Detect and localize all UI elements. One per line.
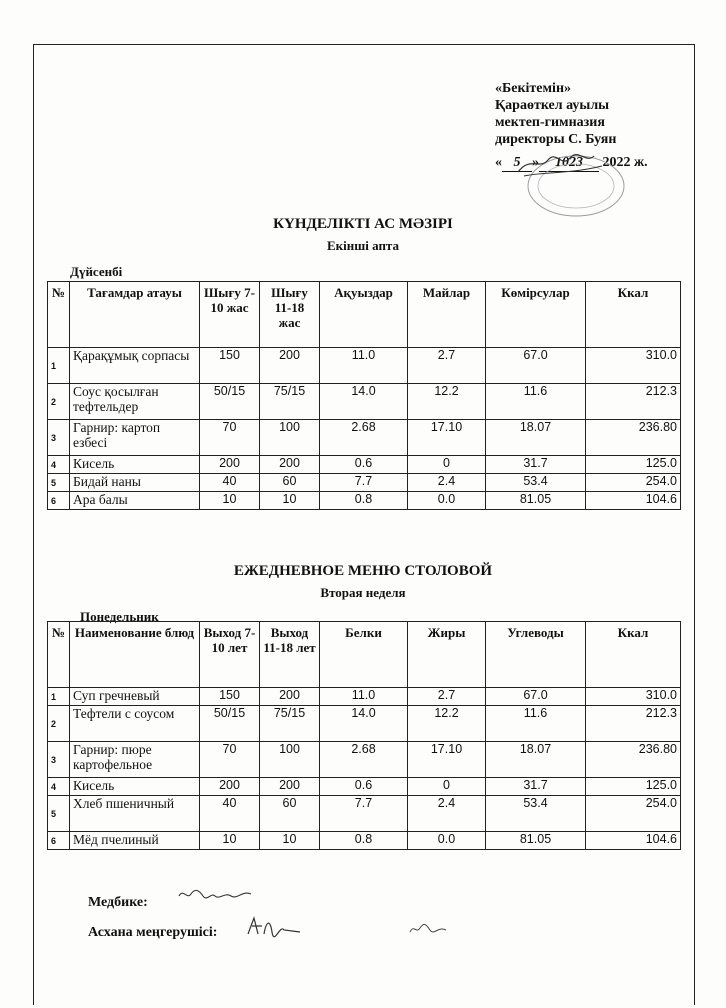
col-header-fats: Жиры <box>408 622 486 688</box>
col-header-fats: Майлар <box>408 282 486 348</box>
row-number-cell: 5 <box>48 474 70 492</box>
kcal-cell: 254.0 <box>586 796 681 832</box>
date-open-quote: « <box>495 155 502 170</box>
table-row <box>48 778 681 796</box>
yield-7-10-cell: 40 <box>200 796 260 832</box>
carbohydrates-cell: 67.0 <box>486 348 586 384</box>
proteins-cell: 0.6 <box>320 778 408 796</box>
carbohydrates-cell: 18.07 <box>486 420 586 456</box>
row-number-cell: 4 <box>48 778 70 796</box>
carbohydrates-cell: 81.05 <box>486 492 586 510</box>
col-header-dish: Тағамдар атауы <box>70 282 200 348</box>
fats-cell: 2.7 <box>408 688 486 706</box>
kcal-cell: 104.6 <box>586 492 681 510</box>
dish-name-cell: Мёд пчелиный <box>70 832 200 850</box>
kcal-cell: 104.6 <box>586 832 681 850</box>
yield-7-10-cell: 10 <box>200 492 260 510</box>
ru-menu-title: ЕЖЕДНЕВНОЕ МЕНЮ СТОЛОВОЙ <box>233 563 493 579</box>
row-number-cell: 6 <box>48 832 70 850</box>
yield-7-10-cell: 200 <box>200 456 260 474</box>
col-header-yield-11-18: Шығу 11-18 жас <box>260 282 320 348</box>
kz-menu-title: КҮНДЕЛІКТІ АС МӘЗІРІ <box>273 216 453 232</box>
table-row <box>48 832 681 850</box>
table-row <box>48 492 681 510</box>
proteins-cell: 11.0 <box>320 688 408 706</box>
dish-name-cell: Хлеб пшеничный <box>70 796 200 832</box>
kz-menu-table <box>47 281 681 510</box>
carbohydrates-cell: 67.0 <box>486 688 586 706</box>
dish-name-cell: Тефтели с соусом <box>70 706 200 742</box>
col-header-yield-7-10: Шығу 7-10 жас <box>200 282 260 348</box>
kcal-cell: 212.3 <box>586 706 681 742</box>
proteins-cell: 0.8 <box>320 832 408 850</box>
col-header-yield-11-18: Выход 11-18 лет <box>260 622 320 688</box>
fats-cell: 2.4 <box>408 796 486 832</box>
carbohydrates-cell: 31.7 <box>486 456 586 474</box>
yield-11-18-cell: 100 <box>260 420 320 456</box>
row-number-cell: 1 <box>48 688 70 706</box>
yield-7-10-cell: 200 <box>200 778 260 796</box>
dish-name-cell: Кисель <box>70 778 200 796</box>
yield-7-10-cell: 150 <box>200 348 260 384</box>
table-row <box>48 420 681 456</box>
table-row <box>48 742 681 778</box>
nurse-label: Медбике: <box>88 895 148 910</box>
carbohydrates-cell: 53.4 <box>486 474 586 492</box>
fats-cell: 0 <box>408 456 486 474</box>
fats-cell: 0 <box>408 778 486 796</box>
fats-cell: 2.4 <box>408 474 486 492</box>
kcal-cell: 310.0 <box>586 348 681 384</box>
yield-11-18-cell: 10 <box>260 832 320 850</box>
nurse-signature <box>175 882 255 906</box>
table-row <box>48 348 681 384</box>
fats-cell: 17.10 <box>408 742 486 778</box>
proteins-cell: 2.68 <box>320 420 408 456</box>
col-header-kcal: Ккал <box>586 282 681 348</box>
col-header-carbs: Көмірсулар <box>486 282 586 348</box>
yield-7-10-cell: 50/15 <box>200 384 260 420</box>
yield-7-10-cell: 10 <box>200 832 260 850</box>
kcal-cell: 310.0 <box>586 688 681 706</box>
dish-name-cell: Қарақұмық сорпасы <box>70 348 200 384</box>
col-header-number: № <box>48 622 70 688</box>
carbohydrates-cell: 53.4 <box>486 796 586 832</box>
kz-week-label: Екінші апта <box>327 238 399 253</box>
date-month: 1023 <box>539 154 599 172</box>
dish-name-cell: Соус қосылған тефтельдер <box>70 384 200 420</box>
yield-11-18-cell: 75/15 <box>260 384 320 420</box>
carbohydrates-cell: 18.07 <box>486 742 586 778</box>
proteins-cell: 7.7 <box>320 796 408 832</box>
dish-name-cell: Суп гречневый <box>70 688 200 706</box>
row-number-cell: 1 <box>48 348 70 384</box>
kcal-cell: 236.80 <box>586 742 681 778</box>
approval-line-1: «Бекітемін» <box>495 81 572 96</box>
row-number-cell: 5 <box>48 796 70 832</box>
fats-cell: 12.2 <box>408 384 486 420</box>
proteins-cell: 7.7 <box>320 474 408 492</box>
row-number-cell: 3 <box>48 420 70 456</box>
extra-signature <box>408 920 448 938</box>
ru-week-label: Вторая неделя <box>320 585 406 600</box>
yield-7-10-cell: 150 <box>200 688 260 706</box>
yield-11-18-cell: 200 <box>260 456 320 474</box>
fats-cell: 0.0 <box>408 492 486 510</box>
yield-11-18-cell: 60 <box>260 796 320 832</box>
yield-7-10-cell: 70 <box>200 742 260 778</box>
table-row <box>48 706 681 742</box>
col-header-proteins: Белки <box>320 622 408 688</box>
carbohydrates-cell: 11.6 <box>486 706 586 742</box>
carbohydrates-cell: 11.6 <box>486 384 586 420</box>
approval-line-3: мектеп-гимназия <box>495 115 605 130</box>
row-number-cell: 2 <box>48 706 70 742</box>
table-row <box>48 456 681 474</box>
approval-line-4: директоры С. Буян <box>495 132 617 147</box>
proteins-cell: 11.0 <box>320 348 408 384</box>
date-day: 5 <box>502 154 532 172</box>
carbohydrates-cell: 81.05 <box>486 832 586 850</box>
kcal-cell: 125.0 <box>586 456 681 474</box>
table-row <box>48 796 681 832</box>
col-header-yield-7-10: Выход 7-10 лет <box>200 622 260 688</box>
yield-7-10-cell: 70 <box>200 420 260 456</box>
table-header-row <box>48 282 681 348</box>
proteins-cell: 0.6 <box>320 456 408 474</box>
dish-name-cell: Кисель <box>70 456 200 474</box>
ru-menu-table <box>47 621 681 850</box>
kcal-cell: 236.80 <box>586 420 681 456</box>
kcal-cell: 125.0 <box>586 778 681 796</box>
row-number-cell: 3 <box>48 742 70 778</box>
row-number-cell: 4 <box>48 456 70 474</box>
approval-line-2: Қараөткел ауылы <box>495 98 610 113</box>
table-row <box>48 384 681 420</box>
table-row <box>48 688 681 706</box>
yield-11-18-cell: 10 <box>260 492 320 510</box>
dish-name-cell: Ара балы <box>70 492 200 510</box>
carbohydrates-cell: 31.7 <box>486 778 586 796</box>
col-header-carbs: Углеводы <box>486 622 586 688</box>
fats-cell: 12.2 <box>408 706 486 742</box>
director-signature-stamp <box>510 150 628 220</box>
fats-cell: 17.10 <box>408 420 486 456</box>
col-header-kcal: Ккал <box>586 622 681 688</box>
kcal-cell: 254.0 <box>586 474 681 492</box>
yield-11-18-cell: 60 <box>260 474 320 492</box>
table-row <box>48 474 681 492</box>
canteen-head-label: Асхана меңгерушісі: <box>88 925 218 940</box>
row-number-cell: 2 <box>48 384 70 420</box>
fats-cell: 2.7 <box>408 348 486 384</box>
table-header-row <box>48 622 681 688</box>
kz-day-label: Дүйсенбі <box>70 264 123 279</box>
ru-day-label: Понедельник <box>80 609 159 624</box>
yield-7-10-cell: 40 <box>200 474 260 492</box>
proteins-cell: 14.0 <box>320 384 408 420</box>
yield-7-10-cell: 50/15 <box>200 706 260 742</box>
proteins-cell: 0.8 <box>320 492 408 510</box>
col-header-number: № <box>48 282 70 348</box>
date-close-quote: » <box>532 155 539 170</box>
date-year: 2022 ж. <box>602 155 648 170</box>
yield-11-18-cell: 100 <box>260 742 320 778</box>
yield-11-18-cell: 200 <box>260 348 320 384</box>
yield-11-18-cell: 75/15 <box>260 706 320 742</box>
dish-name-cell: Гарнир: картоп езбесі <box>70 420 200 456</box>
col-header-proteins: Ақуыздар <box>320 282 408 348</box>
dish-name-cell: Гарнир: пюре картофельное <box>70 742 200 778</box>
col-header-dish: Наименование блюд <box>70 622 200 688</box>
fats-cell: 0.0 <box>408 832 486 850</box>
yield-11-18-cell: 200 <box>260 778 320 796</box>
proteins-cell: 2.68 <box>320 742 408 778</box>
kcal-cell: 212.3 <box>586 384 681 420</box>
dish-name-cell: Бидай наны <box>70 474 200 492</box>
yield-11-18-cell: 200 <box>260 688 320 706</box>
proteins-cell: 14.0 <box>320 706 408 742</box>
row-number-cell: 6 <box>48 492 70 510</box>
canteen-head-signature <box>244 912 304 940</box>
